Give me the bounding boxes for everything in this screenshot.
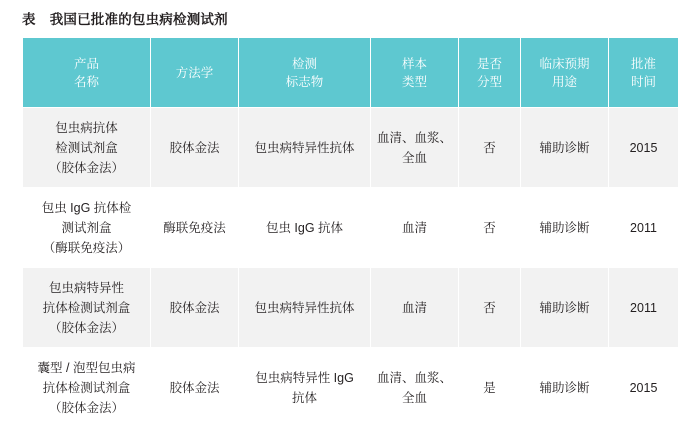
cell-line: 否 (483, 140, 496, 155)
header-line: 批准 (630, 56, 656, 71)
cell-product-name (23, 188, 151, 268)
cell-line: 血清 (401, 300, 427, 315)
table-row (23, 348, 679, 428)
column-header-methodology (151, 38, 239, 108)
cell-line: 酶联免疫法 (163, 220, 226, 235)
table-caption (22, 8, 228, 28)
detection-reagents-table (22, 37, 679, 428)
column-header-approval-year (609, 38, 679, 108)
cell-line: 包虫病抗体 (55, 120, 118, 135)
cell-line: 包虫病特异性抗体 (254, 140, 355, 155)
cell-line: 包虫病特异性 (48, 280, 124, 295)
cell-intended-use (521, 188, 609, 268)
table-row (23, 188, 679, 268)
cell-sample-type (371, 348, 459, 428)
cell-line: （胶体金法） (48, 160, 124, 175)
cell-typing (459, 108, 521, 188)
cell-line: 是 (483, 380, 496, 395)
column-header-product-name (23, 38, 151, 108)
cell-line: （胶体金法） (48, 400, 124, 415)
cell-product-name (23, 108, 151, 188)
caption-text: 我国已批准的包虫病检测试剂 (49, 12, 228, 27)
cell-line: 否 (483, 300, 496, 315)
cell-line: 检测试剂盒 (55, 140, 118, 155)
cell-methodology (151, 108, 239, 188)
table-body (23, 108, 679, 428)
cell-approval-year (609, 108, 679, 188)
column-header-sample-type (371, 38, 459, 108)
cell-line: 否 (483, 220, 496, 235)
cell-line: 辅助诊断 (539, 300, 590, 315)
column-header-intended-use (521, 38, 609, 108)
cell-typing (459, 348, 521, 428)
cell-sample-type (371, 268, 459, 348)
cell-methodology (151, 348, 239, 428)
cell-intended-use (521, 108, 609, 188)
cell-line: 抗体检测试剂盒 (42, 380, 131, 395)
cell-marker (239, 108, 371, 188)
cell-line: 抗体检测试剂盒 (42, 300, 131, 315)
cell-line: 辅助诊断 (539, 220, 590, 235)
cell-line: 包虫病特异性抗体 (254, 300, 355, 315)
header-line: 样本 (401, 56, 427, 71)
header-line: 是否 (476, 56, 502, 71)
cell-line: 测试剂盒 (61, 220, 112, 235)
header-line: 分型 (476, 74, 502, 89)
cell-marker (239, 268, 371, 348)
header-line: 名称 (73, 74, 99, 89)
cell-line: 包虫 IgG 抗体检 (41, 200, 132, 215)
cell-typing (459, 188, 521, 268)
table-header (23, 38, 679, 108)
cell-approval-year (609, 268, 679, 348)
table-row (23, 108, 679, 188)
caption-label: 表 (22, 12, 36, 27)
cell-line: 胶体金法 (169, 140, 220, 155)
table-container (22, 37, 678, 428)
header-line: 临床预期 (539, 56, 590, 71)
cell-line: （胶体金法） (48, 320, 124, 335)
cell-methodology (151, 188, 239, 268)
cell-line: 胶体金法 (169, 380, 220, 395)
cell-line: （酶联免疫法） (42, 240, 131, 255)
table-row (23, 268, 679, 348)
cell-line: 包虫病特异性 IgG (255, 370, 354, 385)
header-line: 检测 (291, 56, 317, 71)
cell-line: 囊型 / 泡型包虫病 (37, 360, 136, 375)
table-header-row (23, 38, 679, 108)
cell-approval-year (609, 348, 679, 428)
header-line: 用途 (551, 74, 577, 89)
column-header-typing (459, 38, 521, 108)
cell-marker (239, 348, 371, 428)
cell-line: 抗体 (291, 390, 317, 405)
cell-sample-type (371, 188, 459, 268)
header-line: 标志物 (285, 74, 324, 89)
cell-line: 包虫 IgG 抗体 (265, 220, 344, 235)
cell-line: 血清、血浆、 (377, 370, 453, 385)
cell-line: 全血 (401, 390, 427, 405)
cell-line: 辅助诊断 (539, 140, 590, 155)
header-line: 方法学 (175, 65, 214, 80)
cell-intended-use (521, 348, 609, 428)
cell-approval-year (609, 188, 679, 268)
cell-sample-type (371, 108, 459, 188)
header-line: 类型 (401, 74, 427, 89)
cell-intended-use (521, 268, 609, 348)
cell-product-name (23, 348, 151, 428)
column-header-marker (239, 38, 371, 108)
cell-line: 2011 (630, 300, 657, 315)
cell-line: 2011 (630, 220, 657, 235)
cell-line: 2015 (629, 140, 658, 155)
cell-line: 胶体金法 (169, 300, 220, 315)
cell-line: 全血 (401, 150, 427, 165)
cell-line: 辅助诊断 (539, 380, 590, 395)
header-line: 产品 (73, 56, 99, 71)
cell-line: 血清、血浆、 (377, 130, 453, 145)
cell-typing (459, 268, 521, 348)
cell-line: 2015 (629, 380, 658, 395)
cell-methodology (151, 268, 239, 348)
cell-product-name (23, 268, 151, 348)
header-line: 时间 (630, 74, 656, 89)
cell-line: 血清 (401, 220, 427, 235)
cell-marker (239, 188, 371, 268)
